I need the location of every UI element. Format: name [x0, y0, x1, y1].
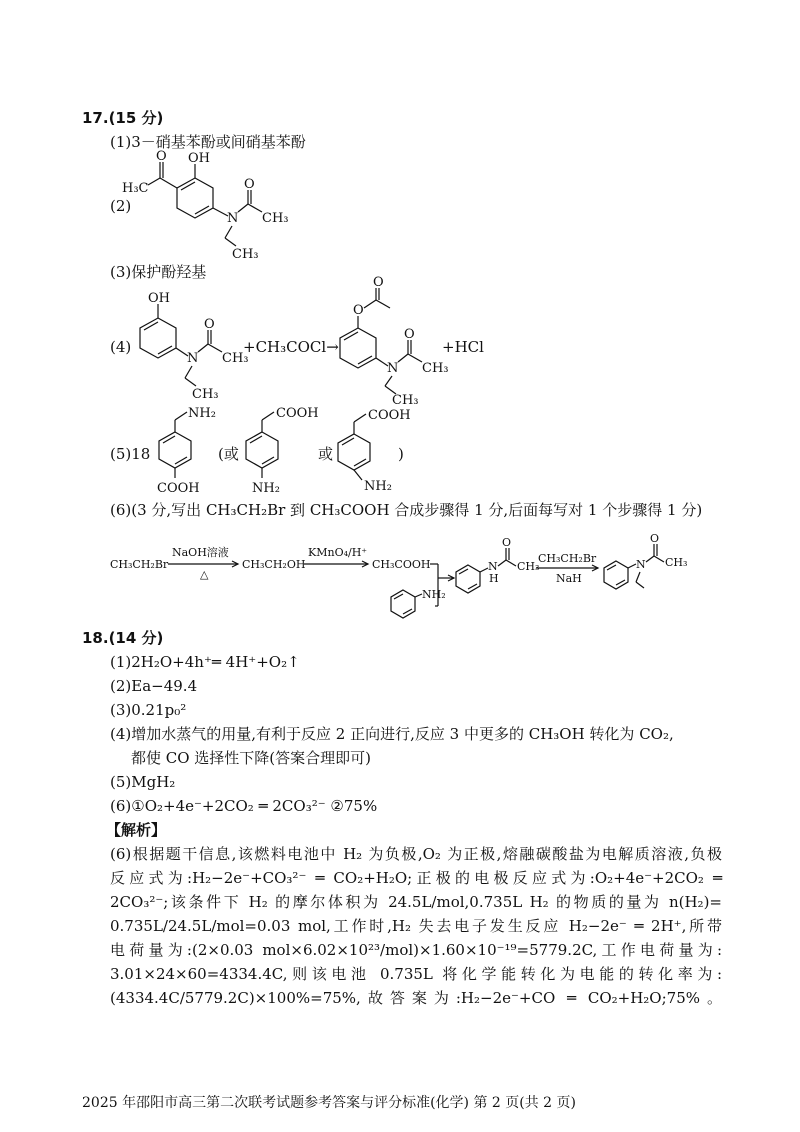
route-start: CH₃CH₂Br [110, 558, 169, 571]
atom-ch3: CH₃ [422, 361, 449, 376]
atom-n: N [187, 351, 199, 366]
atom-oh: OH [148, 291, 170, 306]
q18-answer-2: (2)Ea−49.4 [110, 677, 198, 695]
atom-n-amide-2: N [636, 558, 646, 571]
atom-ch3-ethyl: CH₃ [392, 393, 419, 408]
atom-nh2-aniline: NH₂ [422, 588, 446, 601]
structure-product-acetate-ester [330, 275, 460, 408]
q17-heading: 17.(15 分) [82, 109, 164, 127]
atom-h3c: H₃C [122, 181, 149, 196]
atom-n: N [387, 361, 399, 376]
q17-answer-3: (3)保护酚羟基 [110, 263, 207, 281]
atom-n: N [227, 211, 239, 226]
q17-answer-5-label: (5)18 [110, 445, 151, 463]
atom-o-carbonyl: O [373, 275, 384, 290]
or-label-1: (或 [218, 445, 239, 463]
atom-o-amide: O [404, 327, 415, 342]
atom-o: O [156, 149, 167, 164]
atom-nh2: NH₂ [188, 406, 216, 421]
atom-nh2: NH₂ [252, 481, 280, 496]
atom-o-amide: O [244, 177, 255, 192]
or-label-2: 或 [318, 445, 334, 463]
route-cond-2: KMnO₄/H⁺ [308, 546, 368, 559]
structure-isomer-2 [242, 406, 322, 494]
atom-n-amide-1: N [488, 560, 498, 573]
analysis-line-5: 电荷量为:(2×0.03 mol×6.02×10²³/mol)×1.60×10⁻¹⁹=5779.2C,工作电荷量为: [110, 941, 722, 959]
atom-oh: OH [188, 151, 210, 166]
atom-h-amide: H [489, 572, 499, 585]
q17-answer-2-label: (2) [110, 197, 132, 215]
atom-ch3-ethyl: CH₃ [232, 247, 259, 262]
route-cond-3: CH₃CH₂Br [538, 552, 597, 565]
atom-cooh: COOH [157, 481, 200, 496]
analysis-line-3: 2CO₃²⁻;该条件下 H₂ 的摩尔体积为 24.5L/mol,0.735L H₂ 的物质的量为 n(H₂)= [110, 893, 722, 911]
q18-answer-5: (5)MgH₂ [110, 773, 176, 791]
atom-ch3: CH₃ [262, 211, 289, 226]
route-heat: △ [200, 568, 209, 581]
route-cond-3-base: NaH [556, 572, 582, 585]
reaction-reagent-acetyl-chloride: +CH₃COCl→ [243, 338, 339, 356]
route-cond-1: NaOH溶液 [172, 546, 229, 559]
q17-answer-4-label: (4) [110, 338, 132, 356]
atom-o: O [204, 317, 215, 332]
synthesis-route [110, 530, 710, 640]
analysis-heading: 【解析】 [106, 821, 167, 839]
atom-cooh: COOH [276, 406, 319, 421]
close-paren: ) [398, 445, 404, 463]
page-footer: 2025 年邵阳市高三第二次联考试题参考答案与评分标准(化学) 第 2 页(共 2 页) [82, 1095, 576, 1111]
structure-isomer-1 [155, 406, 225, 494]
route-mid-2: CH₃COOH [372, 558, 431, 571]
analysis-line-6: 3.01×24×60=4334.4C,则该电池 0.735L 将化学能转化为电能的转化率为: [110, 965, 722, 983]
atom-ch3-ethyl: CH₃ [192, 387, 219, 402]
q17-answer-6: (6)(3 分,写出 CH₃CH₂Br 到 CH₃COOH 合成步骤得 1 分,后面每写对 1 个步骤得 1 分) [110, 501, 703, 519]
atom-ch3-amide-1: CH₃ [517, 560, 540, 573]
structure-2-hydroxy-acetyl-n-ethylacetanilide [122, 149, 289, 262]
route-mid-1: CH₃CH₂OH [242, 558, 306, 571]
atom-nh2: NH₂ [364, 479, 392, 494]
atom-ch3-amide-2: CH₃ [665, 556, 688, 569]
q18-answer-6: (6)①O₂+4e⁻+2CO₂ ═ 2CO₃²⁻ ②75% [110, 797, 378, 815]
q18-answer-3: (3)0.21p₀² [110, 701, 187, 719]
analysis-line-4: 0.735L/24.5L/mol=0.03 mol,工作时,H₂ 失去电子发生反应 H₂−2e⁻ ═ 2H⁺,所带 [110, 917, 722, 935]
analysis-line-2: 反应式为:H₂−2e⁻+CO₃²⁻ ═ CO₂+H₂O;正极的电极反应式为:O₂+4e⁻+2CO₂ ═ [110, 869, 722, 887]
analysis-line-7: (4334.4C/5779.2C)×100%=75%,故答案为:H₂−2e⁻+CO ═ CO₂+H₂O;75%。 [110, 989, 722, 1007]
structure-reactant-phenol-amide [130, 288, 249, 402]
q17-answer-1: (1)3－硝基苯酚或间硝基苯酚 [110, 133, 306, 151]
analysis-line-1: (6)根据题干信息,该燃料电池中 H₂ 为负极,O₂ 为正极,熔融碳酸盐为电解质溶液,负极 [110, 845, 722, 863]
atom-cooh: COOH [368, 408, 411, 423]
reaction-byproduct-hcl: +HCl [442, 338, 484, 356]
atom-o-ester: O [353, 303, 364, 318]
q18-heading: 18.(14 分) [82, 629, 164, 647]
q18-answer-4-line-1: (4)增加水蒸气的用量,有利于反应 2 正向进行,反应 3 中更多的 CH₃OH 转化为 CO₂, [110, 725, 674, 743]
atom-o-amide-2: O [650, 532, 660, 545]
atom-ch3: CH₃ [222, 351, 249, 366]
q18-answer-1: (1)2H₂O+4h⁺═ 4H⁺+O₂↑ [110, 653, 300, 671]
atom-o-amide-1: O [502, 536, 512, 549]
q18-answer-4-line-2: 都使 CO 选择性下降(答案合理即可) [131, 749, 372, 767]
